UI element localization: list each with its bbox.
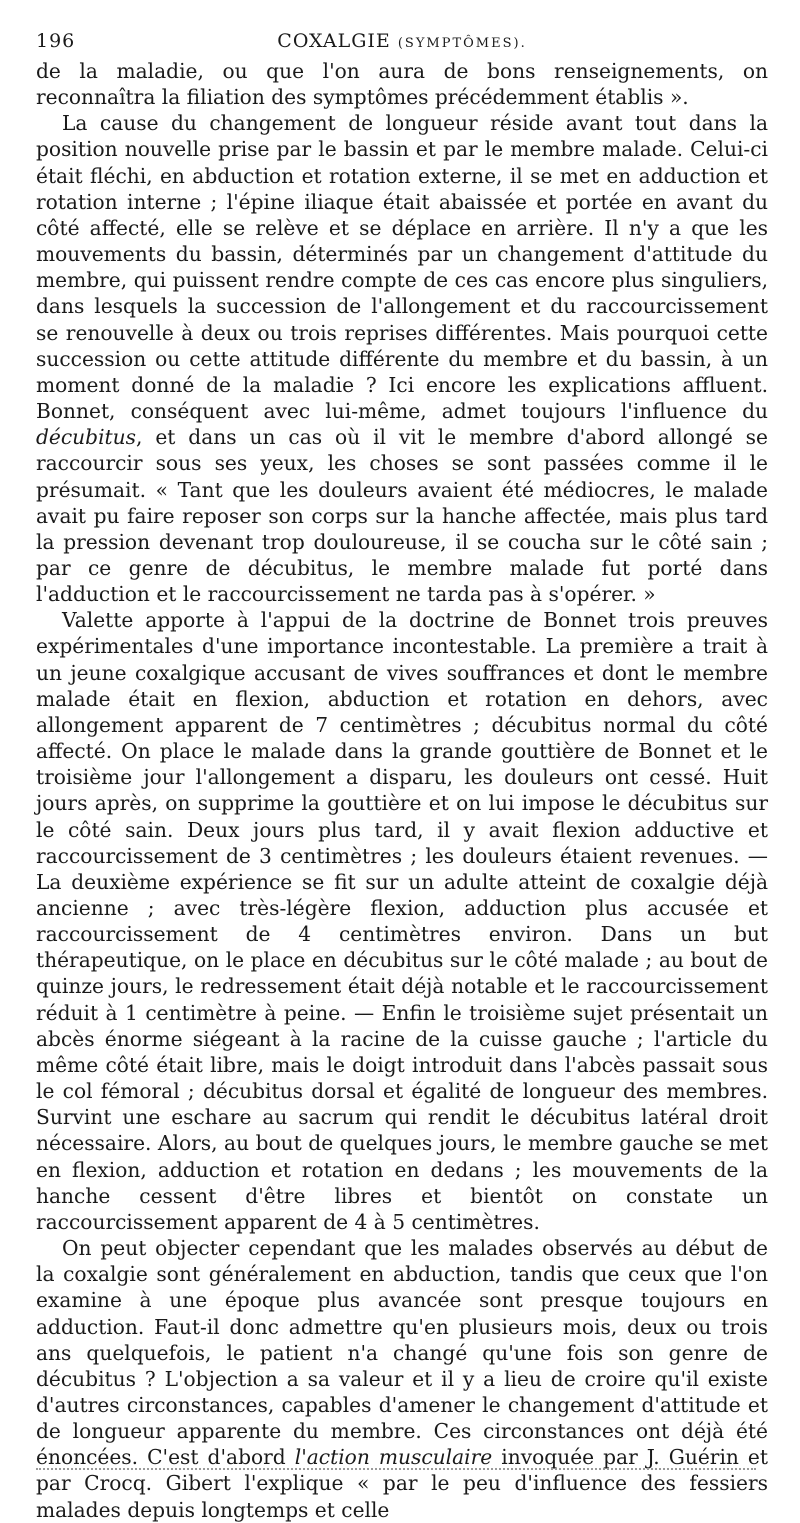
paragraph-text: , et dans un cas où il vit le membre d'abord allongé se raccourcir sous ses yeux, les choses se sont passées comme il le présumait. « Tant que les douleurs avaient été médiocres, le malade avait pu faire reposer son corps sur la hanche affectée, mais plus tard la pression devenant trop douloureuse, il se coucha sur le côté sain ; par ce genre de décubitus, le membre malade fut porté dans l'adduction et le raccourcissement ne tarda pas à s'opérer. » [36, 425, 768, 607]
paragraph-valette: Valette apporte à l'appui de la doctrine de Bonnet trois preuves expérimentales d'une importance incontestable. La première a trait à un jeune coxalgique accusant de vives souffrances et dont le membre malade était en flexion, abduction et rotation en dehors, avec allongement apparent de 7 centimètres ; décubitus normal du côté affecté. On place le malade dans la grande gouttière de Bonnet et le troisième jour l'allongement a disparu, les douleurs ont cessé. Huit jours après, on supprime la gouttière et on lui impose le décubitus sur le côté sain. Deux jours plus tard, il y avait flexion adductive et raccourcissement de 3 centimètres ; les douleurs étaient revenues. — La deuxième expérience se fit sur un adulte atteint de coxalgie déjà ancienne ; avec très-légère flexion, adduction plus accusée et raccourcissement de 4 centimètres environ. Dans un but thérapeutique, on le place en décubitus sur le côté malade ; au bout de quinze jours, le redressement était déjà notable et le raccourcissement réduit à 1 centimètre à peine. — Enfin le troisième sujet présentait un abcès énorme siégeant à la racine de la cuisse gauche ; l'article du même côté était libre, mais le doigt introduit dans l'abcès passait sous le col fémoral ; décubitus dorsal et égalité de longueur des membres. Survint une eschare au sacrum qui rendit le décubitus latéral droit nécessaire. Alors, au bout de quelques jours, le membre gauche se met en flexion, adduction et rotation en dedans ; les mouvements de la hanche cessent d'être libres et bientôt on constate un raccourcissement apparent de 4 à 5 centimètres. [36, 608, 768, 1234]
italic-term: décubitus [36, 425, 137, 450]
running-head [36, 28, 768, 58]
paragraph-objection [36, 1235, 768, 1523]
paragraph-text: La cause du changement de longueur réside avant tout dans la position nouvelle prise par le bassin et par le membre malade. Celui-ci était fléchi, en abduction et rotation externe, il se met en adduction et rotation interne ; l'épine iliaque était abaissée et portée en avant du côté affecté, elle se relève et se déplace en arrière. Il n'y a que les mouvements du bassin, déterminés par un changement d'attitude du membre, qui puissent rendre compte de ces cas encore plus singuliers, dans lesquels la succession de l'allongement et du raccourcissement se renouvelle à deux ou trois reprises différentes. Mais pourquoi cette succession ou cette attitude différente du membre et du bassin, à un moment donné de la maladie ? Ici encore les explications affluent. Bonnet, conséquent avec lui-même, admet toujours l'influence du [36, 111, 768, 424]
running-title [36, 30, 768, 52]
body-text [36, 58, 768, 1523]
document-page [36, 28, 768, 1523]
italic-term: l'action musculaire [294, 1445, 493, 1470]
page-number: 196 [36, 30, 76, 52]
running-title-main: COXALGIE [277, 30, 391, 52]
running-title-subtitle: (SYMPTÔMES). [397, 36, 527, 51]
paragraph-text: invoquée par J. Guérin et par Crocq. Gibert l'explique « par le peu d'influence des fessiers malades depuis longtemps et celle [36, 1445, 768, 1522]
paragraph-continuation: de la maladie, ou que l'on aura de bons renseignements, on reconnaîtra la filiation des symptômes précédemment établis ». [36, 59, 768, 110]
paragraph-cause-changement [36, 110, 768, 607]
paragraph-text: On peut objecter cependant que les malades observés au début de la coxalgie sont généralement en abduction, tandis que ceux que l'on examine à une époque plus avancée sont presque toujours en adduction. Faut-il donc admettre qu'en plusieurs mois, deux ou trois ans quelquefois, le patient n'a changé qu'une fois son genre de décubitus ? L'objection a sa valeur et il y a lieu de croire qu'il existe d'autres circonstances, capables d'amener le changement d'attitude et de longueur apparente du membre. Ces circonstances ont déjà été énoncées. C'est d'abord [36, 1236, 768, 1470]
bottom-dotted-rule [36, 1468, 756, 1470]
